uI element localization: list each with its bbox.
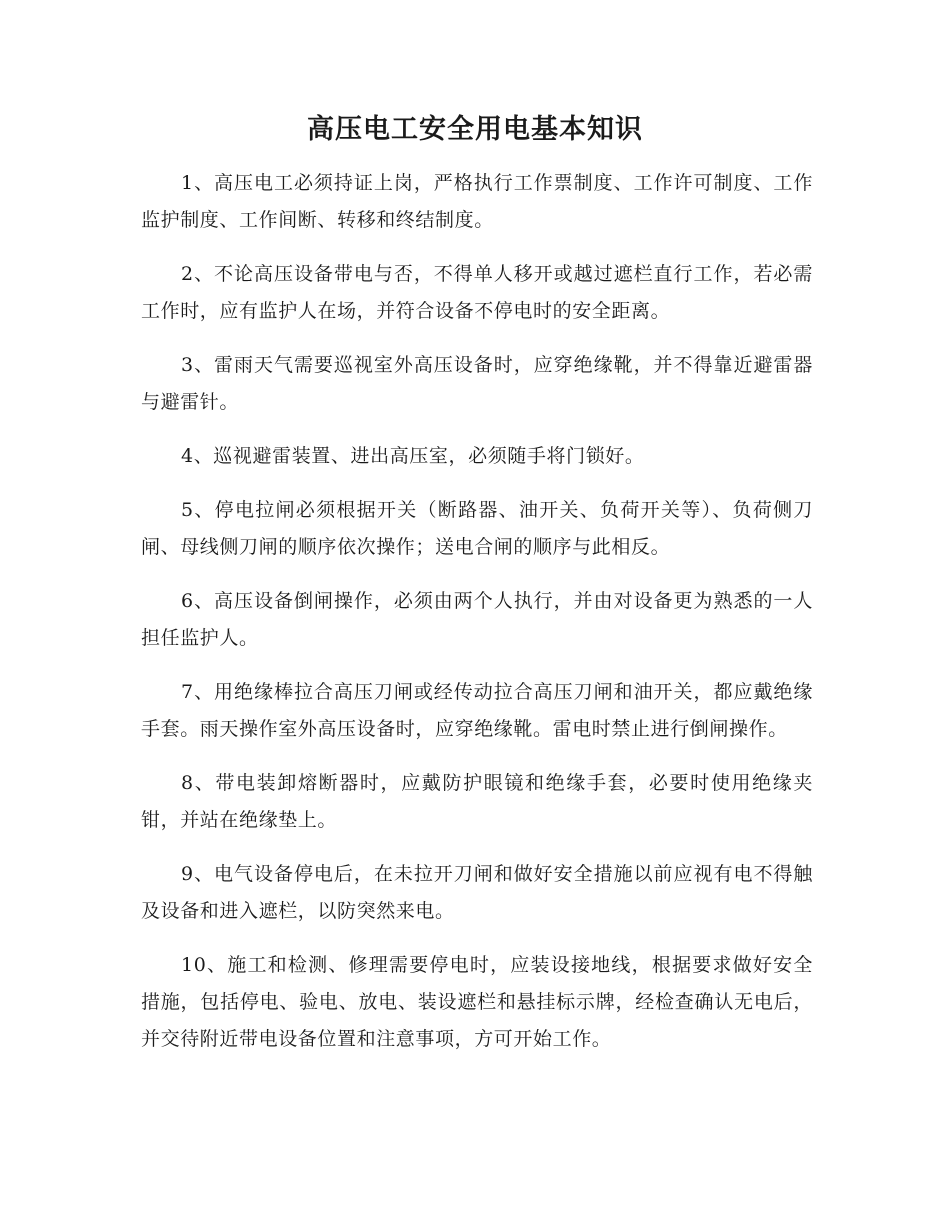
paragraph-6: 6、高压设备倒闸操作，必须由两个人执行，并由对设备更为熟悉的一人担任监护人。 bbox=[141, 590, 813, 649]
paragraph-5: 5、停电拉闸必须根据开关（断路器、油开关、负荷开关等）、负荷侧刀闸、母线侧刀闸的顺序依次操作；送电合闸的顺序与此相反。 bbox=[141, 499, 813, 558]
paragraph-9: 9、电气设备停电后，在未拉开刀闸和做好安全措施以前应视有电不得触及设备和进入遮栏，以防突然来电。 bbox=[141, 863, 813, 922]
paragraph-2: 2、不论高压设备带电与否，不得单人移开或越过遮栏直行工作，若必需工作时，应有监护人在场，并符合设备不停电时的安全距离。 bbox=[141, 263, 813, 322]
paragraph-4: 4、巡视避雷装置、进出高压室，必须随手将门锁好。 bbox=[181, 445, 645, 467]
paragraph-1: 1、高压电工必须持证上岗，严格执行工作票制度、工作许可制度、工作监护制度、工作间断、转移和终结制度。 bbox=[141, 172, 813, 231]
paragraph-3: 3、雷雨天气需要巡视室外高压设备时，应穿绝缘靴，并不得靠近避雷器与避雷针。 bbox=[141, 354, 813, 413]
paragraph-10: 10、施工和检测、修理需要停电时，应装设接地线，根据要求做好安全措施，包括停电、验电、放电、装设遮栏和悬挂标示牌，经检查确认无电后，并交待附近带电设备位置和注意事项，方可开始工作。 bbox=[141, 954, 813, 1050]
document-body bbox=[141, 165, 813, 1075]
document-title: 高压电工安全用电基本知识 bbox=[307, 114, 643, 145]
paragraph-8: 8、带电装卸熔断器时，应戴防护眼镜和绝缘手套，必要时使用绝缘夹钳，并站在绝缘垫上。 bbox=[141, 772, 813, 831]
paragraph-7: 7、用绝缘棒拉合高压刀闸或经传动拉合高压刀闸和油开关，都应戴绝缘手套。雨天操作室外高压设备时，应穿绝缘靴。雷电时禁止进行倒闸操作。 bbox=[141, 681, 813, 740]
